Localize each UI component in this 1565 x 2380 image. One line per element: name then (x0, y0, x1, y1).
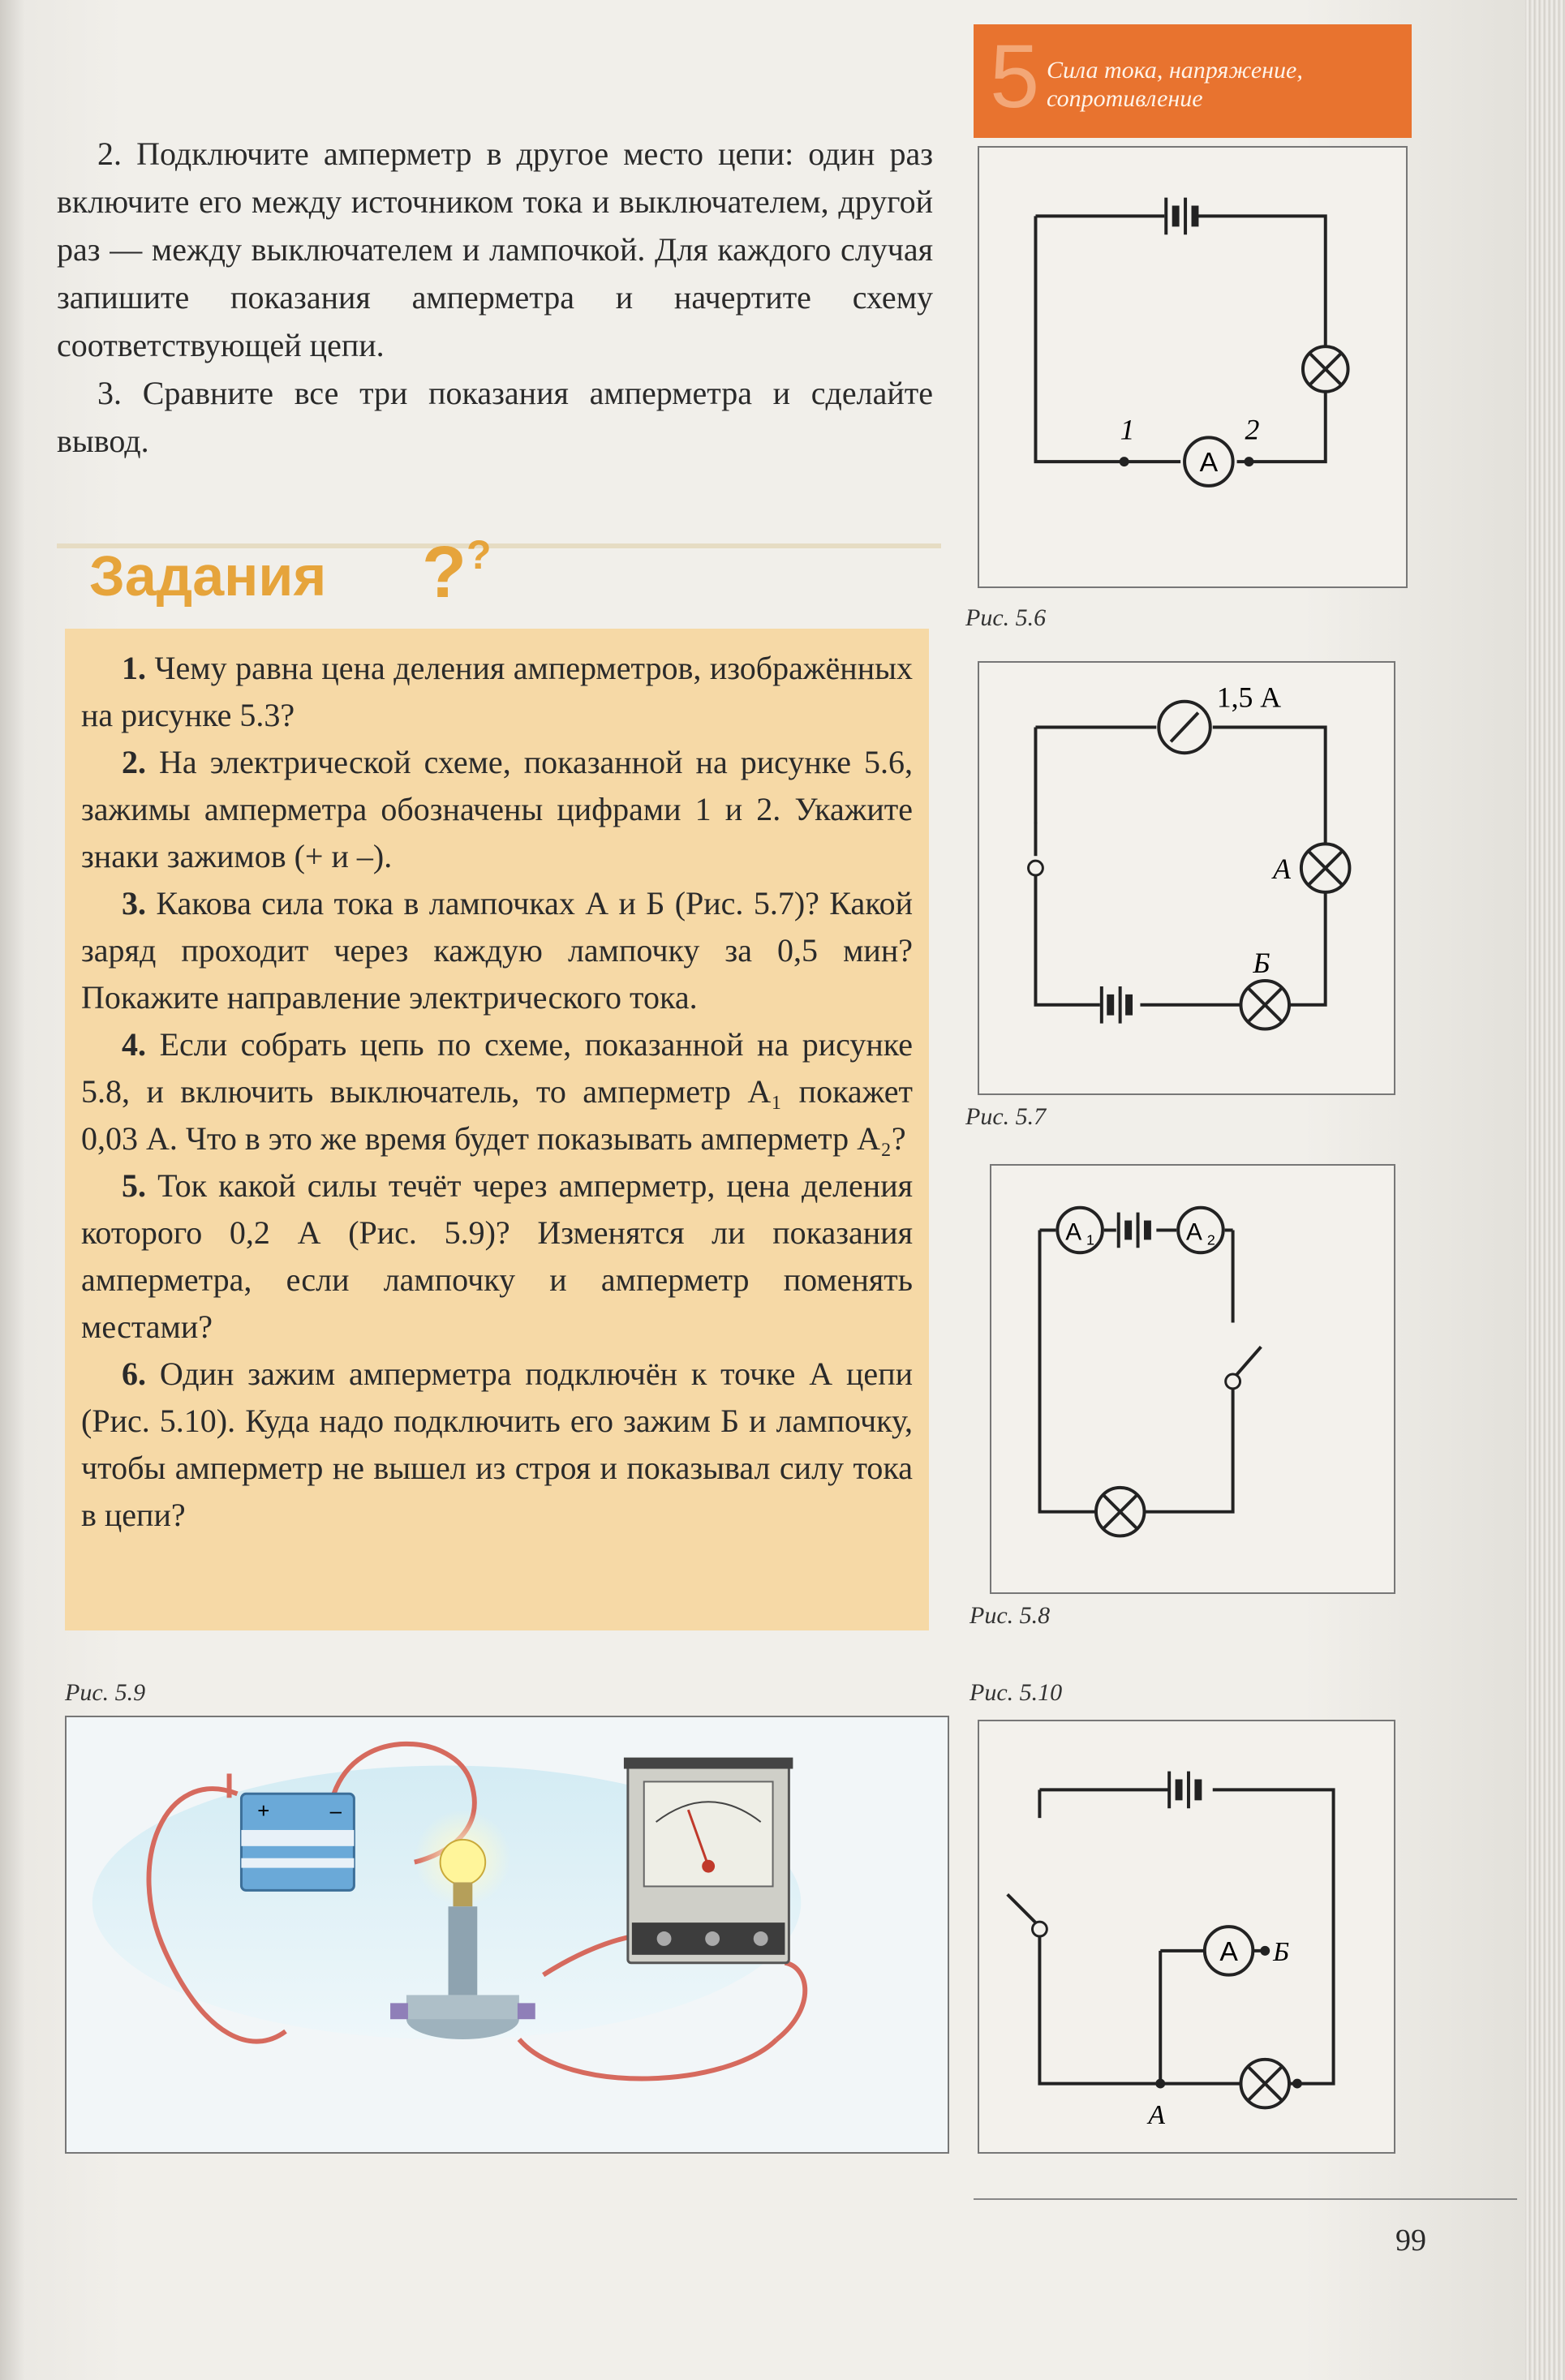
intro-paragraph-2: 2. Подключите амперметр в другое место цепи: один раз включите его между источником тока и выключателем, другой раз — между выключателем и лампочкой. Для каждого случая запишите показания амперметра и начертите схему соответствующей цепи. (57, 135, 933, 363)
footer-rule (974, 2198, 1517, 2200)
caption-5-10: Рис. 5.10 (970, 1679, 1063, 1706)
ammeter-a2-subscript: 2 (1206, 1231, 1215, 1248)
binding-shadow (0, 0, 24, 2380)
figure-5-8 (990, 1164, 1395, 1594)
chapter-number: 5 (990, 27, 1040, 127)
ammeter-a2-label: A (1186, 1218, 1202, 1246)
ammeter-label: A (1199, 447, 1219, 479)
figure-5-10 (978, 1720, 1395, 2154)
task-item: 6. Один зажим амперметра подключён к точке А цепи (Рис. 5.10). Куда надо подключить его зажим Б и лампочку, чтобы амперметр не вышел из строя и показывал силу тока в цепи? (81, 1355, 913, 1533)
terminal-label-2: 2 (1245, 413, 1260, 446)
task-item: 5. Ток какой силы течёт через амперметр, цена деления которого 0,2 А (Рис. 5.9)? Изменятся ли показания амперметра, если лампочку и амперметр поменять местами? (81, 1167, 913, 1345)
ammeter-a1-subscript: 1 (1086, 1231, 1094, 1248)
task-item: 3. Какова сила тока в лампочках А и Б (Рис. 5.7)? Какой заряд проходит через каждую лампочку за 0,5 мин? Покажите направление электрического тока. (81, 885, 914, 1016)
page-number: 99 (1395, 2223, 1426, 2258)
caption-5-8: Рис. 5.8 (970, 1602, 1051, 1629)
tasks-box (65, 629, 929, 1630)
battery-minus: – (329, 1800, 342, 1824)
point-a-label: А (1148, 2100, 1165, 2131)
point-b-label: Б (1273, 1936, 1290, 1967)
intro-paragraph-3: 3. Сравните все три показания амперметра и сделайте вывод. (57, 375, 933, 459)
task-item: 1. Чему равна цена деления амперметров, изображённых на рисунке 5.3? (81, 650, 913, 733)
ammeter-label: A (1219, 1935, 1238, 1967)
caption-5-6: Рис. 5.6 (965, 604, 1047, 631)
ammeter-reading: 1,5 А (1216, 681, 1282, 714)
battery-plus: + (257, 1800, 270, 1824)
task-item: 2. На электрической схеме, показанной на рисунке 5.6, зажимы амперметра обозначены цифрами 1 и 2. Укажите знаки зажимов (+ и –). (81, 744, 914, 874)
caption-5-9: Рис. 5.9 (65, 1679, 146, 1706)
caption-5-7: Рис. 5.7 (965, 1103, 1047, 1130)
terminal-label-1: 1 (1120, 413, 1135, 446)
ammeter-a1-label: A (1065, 1218, 1082, 1246)
figure-5-7 (978, 661, 1395, 1095)
task-item: 4. Если собрать цепь по схеме, показанной на рисунке 5.8, и включить выключатель, то амперметр A₁ покажет 0,03 А. Что в это же время будет показывать амперметр A₂? (81, 1026, 913, 1157)
question-marks-icon: ?? (422, 532, 492, 613)
lamp-b-label: Б (1253, 947, 1270, 980)
chapter-tab (974, 24, 1412, 138)
figure-5-9 (65, 1716, 949, 2154)
figure-5-6 (978, 146, 1408, 588)
page-edges (1525, 0, 1565, 2380)
intro-text (57, 130, 933, 465)
section-title: Задания (89, 544, 327, 608)
lamp-a-label: А (1273, 852, 1291, 885)
chapter-title: Сила тока, напряжение, сопротивление (1047, 57, 1303, 112)
